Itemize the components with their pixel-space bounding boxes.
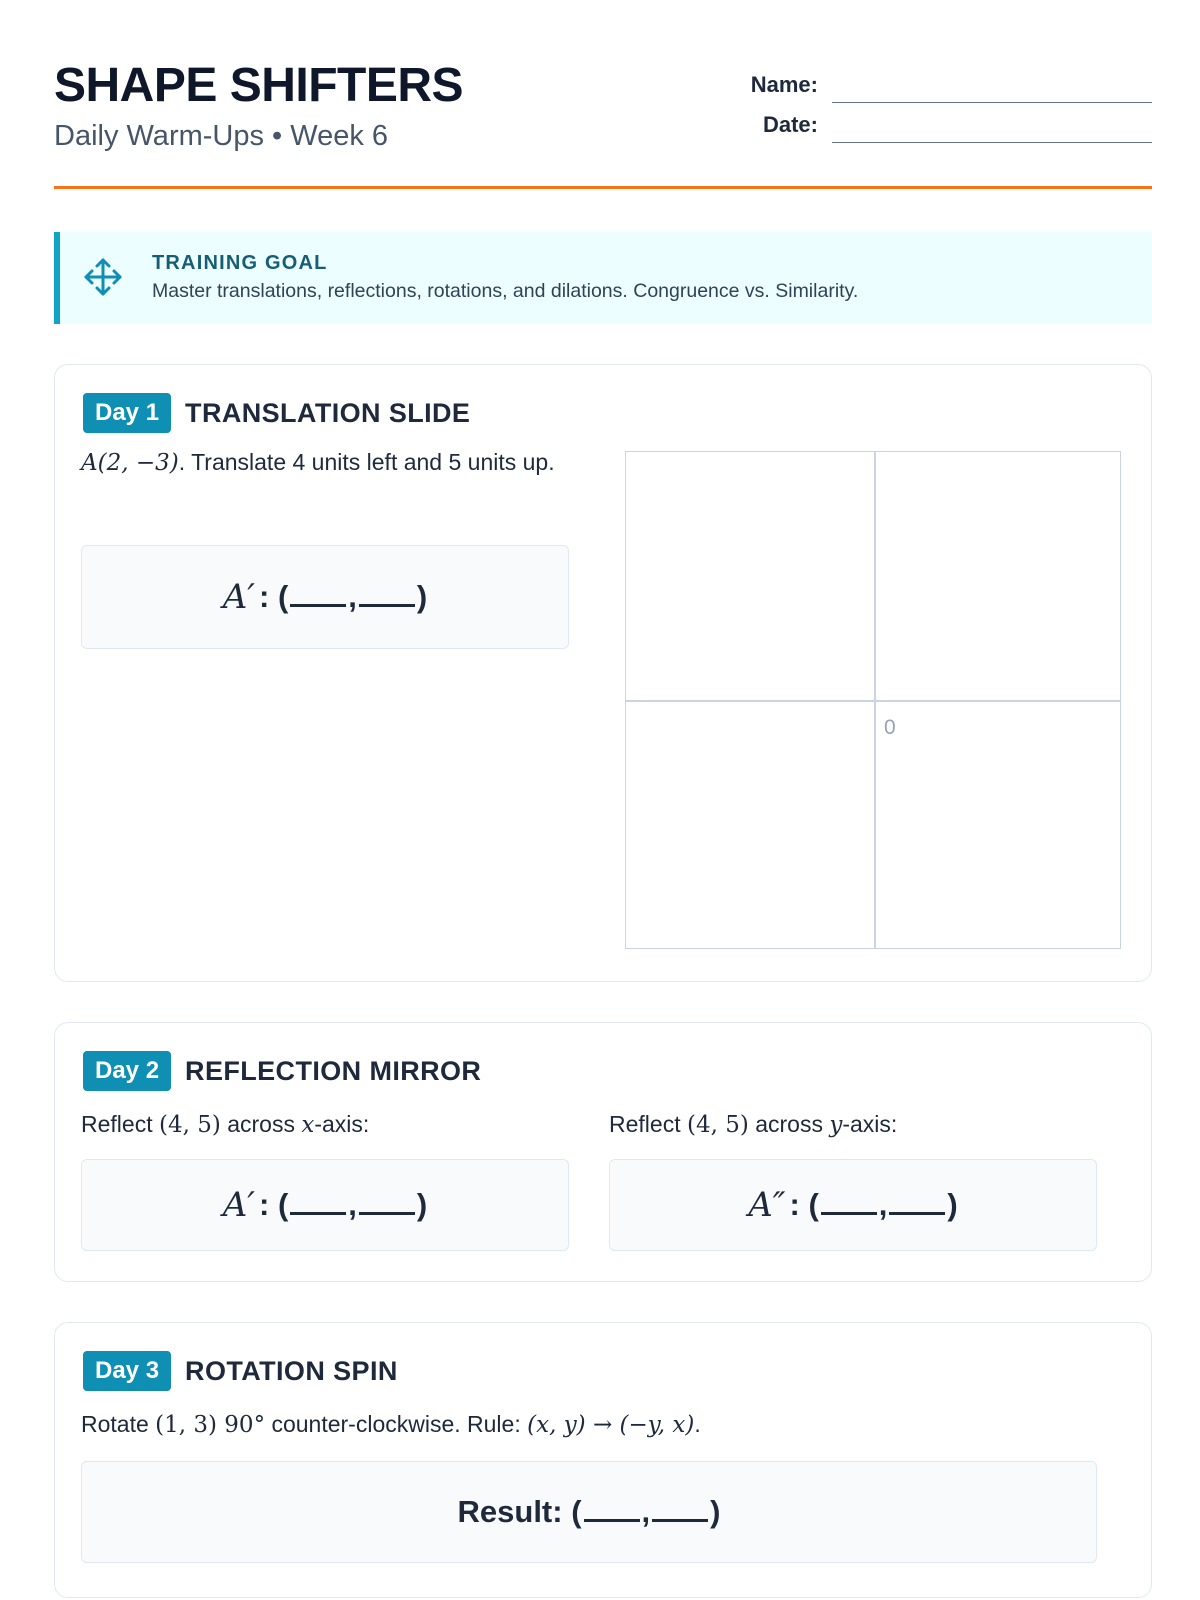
worksheet-title: SHAPE SHIFTERS (54, 59, 464, 112)
day2-right-answer-box[interactable] (609, 1159, 1097, 1251)
day2-left-mid: across (220, 1111, 302, 1137)
day2-left-point: (4, 5) (158, 1112, 221, 1138)
day2-badge: Day 2 (83, 1051, 171, 1091)
day2-right-blank-x[interactable] (821, 1191, 877, 1215)
day1-card (54, 364, 1152, 982)
training-goal-banner (54, 232, 1152, 324)
day2-left-blank-y[interactable] (359, 1191, 415, 1215)
worksheet-subtitle: Daily Warm-Ups • Week 6 (54, 120, 389, 152)
day1-blank-y[interactable] (359, 583, 415, 607)
grid-x-axis (626, 700, 1120, 702)
date-line[interactable] (832, 142, 1152, 143)
header-divider (54, 186, 1152, 189)
day2-header (83, 1051, 481, 1091)
day1-point: A(2, −3) (81, 450, 179, 476)
day2-right-post: -axis: (842, 1111, 898, 1137)
day2-left-prompt (81, 1107, 369, 1142)
day2-right-pre: Reflect (609, 1111, 687, 1137)
day2-left-answer-var: A′ (222, 1185, 256, 1225)
day2-right-prompt (609, 1107, 897, 1142)
day2-left-post: -axis: (314, 1111, 370, 1137)
day2-right-answer-var: A″ (748, 1185, 786, 1225)
goal-text: Master translations, reflections, rotations, and dilations. Congruence vs. Similarity. (152, 280, 859, 302)
name-field[interactable] (744, 68, 1152, 108)
day1-blank-x[interactable] (290, 583, 346, 607)
day3-answer-text: ( , ) (562, 1494, 721, 1529)
day1-prompt-text: . Translate 4 units left and 5 units up. (178, 449, 555, 475)
day1-answer-text: : ( , ) (259, 579, 428, 614)
day2-right-point: (4, 5) (686, 1112, 749, 1138)
grid-origin-label: 0 (884, 716, 896, 739)
day1-header (83, 393, 470, 433)
day2-left-axis: x (301, 1112, 315, 1138)
day1-title: TRANSLATION SLIDE (185, 397, 471, 428)
day2-title: REFLECTION MIRROR (185, 1055, 482, 1086)
day3-pre: Rotate (81, 1411, 156, 1437)
day2-right-mid: across (748, 1111, 830, 1137)
day1-prompt (81, 445, 561, 480)
name-line[interactable] (832, 102, 1152, 103)
day3-rule: (x, y) → (−y, x) (527, 1412, 695, 1438)
day3-point: (1, 3) 90° (155, 1412, 266, 1438)
day3-prompt (81, 1407, 701, 1442)
day3-blank-y[interactable] (652, 1498, 708, 1522)
day3-badge: Day 3 (83, 1351, 171, 1391)
day2-right-answer-text: : ( , ) (789, 1187, 958, 1222)
day2-left-pre: Reflect (81, 1111, 159, 1137)
move-arrows-icon (82, 256, 124, 298)
day2-right-axis: y (829, 1112, 843, 1138)
day2-left-blank-x[interactable] (290, 1191, 346, 1215)
day3-title: ROTATION SPIN (185, 1355, 398, 1386)
day3-blank-x[interactable] (584, 1498, 640, 1522)
day1-answer-var: A′ (222, 577, 256, 617)
day3-header (83, 1351, 398, 1391)
day3-post: . (694, 1411, 701, 1437)
date-label: Date: (762, 112, 818, 137)
day3-answer-label: Result: (457, 1494, 563, 1529)
day2-right-blank-y[interactable] (889, 1191, 945, 1215)
day1-badge: Day 1 (83, 393, 171, 433)
day2-card (54, 1022, 1152, 1282)
coordinate-grid[interactable] (625, 451, 1121, 949)
worksheet-header (54, 52, 1152, 192)
day1-answer-box[interactable] (81, 545, 569, 649)
date-field[interactable] (744, 108, 1152, 148)
name-label: Name: (750, 72, 818, 97)
day2-left-answer-box[interactable] (81, 1159, 569, 1251)
day3-mid: counter-clockwise. Rule: (265, 1411, 528, 1437)
day2-left-answer-text: : ( , ) (259, 1187, 428, 1222)
goal-label: TRAINING GOAL (152, 252, 328, 274)
day3-card (54, 1322, 1152, 1598)
day3-answer-box[interactable] (81, 1461, 1097, 1563)
